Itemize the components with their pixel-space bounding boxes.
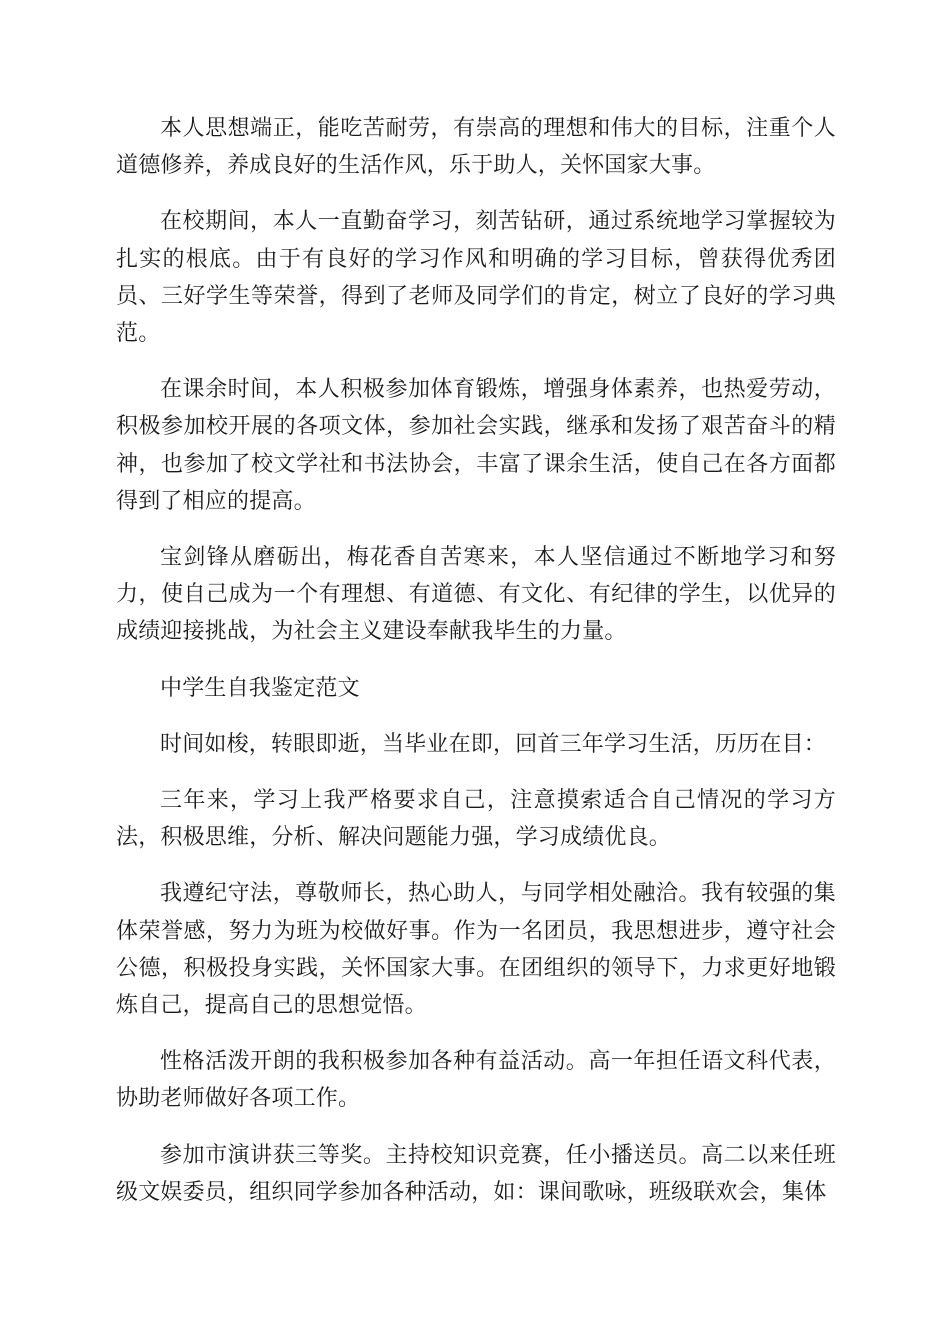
paragraph-activities: 性格活泼开朗的我积极参加各种有益活动。高一年担任语文科代表，协助老师做好各项工作。 [116,1049,836,1112]
paragraph-intro: 时间如梭，转眼即逝，当毕业在即，回首三年学习生活，历历在目： [160,731,827,757]
paragraph-study-record: 在校期间，本人一直勤奋学习，刻苦钻研，通过系统地学习掌握较为扎实的根底。由于有良好的学习作风和明确的学习目标，曾获得优秀团员、三好学生等荣誉，得到了老师及同学们的肯定，树立了良好的学习典范。 [116,209,836,347]
document-body [116,110,836,1230]
paragraph-achievements: 参加市演讲获三等奖。主持校知识竞赛，任小播送员。高二以来任班级文娱委员，组织同学参加各种活动，如：课间歌咏，班级联欢会，集体 [116,1142,836,1205]
paragraph-self-assessment-morals: 本人思想端正，能吃苦耐劳，有崇高的理想和伟大的目标，注重个人道德修养，养成良好的生活作风，乐于助人，关怀国家大事。 [116,116,836,179]
paragraph-study-attitude: 三年来，学习上我严格要求自己，注意摸索适合自己情况的学习方法，积极思维，分析、解决问题能力强，学习成绩优良。 [116,788,836,851]
section-heading: 中学生自我鉴定范文 [160,675,360,701]
paragraph-extracurricular: 在课余时间，本人积极参加体育锻炼，增强身体素养，也热爱劳动，积极参加校开展的各项文体，参加社会实践，继承和发扬了艰苦奋斗的精神，也参加了校文学社和书法协会，丰富了课余生活，使自己在各方面都得到了相应的提高。 [116,377,836,514]
paragraph-aspiration: 宝剑锋从磨砺出，梅花香自苦寒来，本人坚信通过不断地学习和努力，使自己成为一个有理想、有道德、有文化、有纪律的学生，以优异的成绩迎接挑战，为社会主义建设奉献我毕生的力量。 [116,545,836,645]
paragraph-conduct: 我遵纪守法，尊敬师长，热心助人，与同学相处融洽。我有较强的集体荣誉感，努力为班为校做好事。作为一名团员，我思想进步，遵守社会公德，积极投身实践，关怀国家大事。在团组织的领导下，力求更好地锻炼自己，提高自己的思想觉悟。 [116,881,836,1019]
